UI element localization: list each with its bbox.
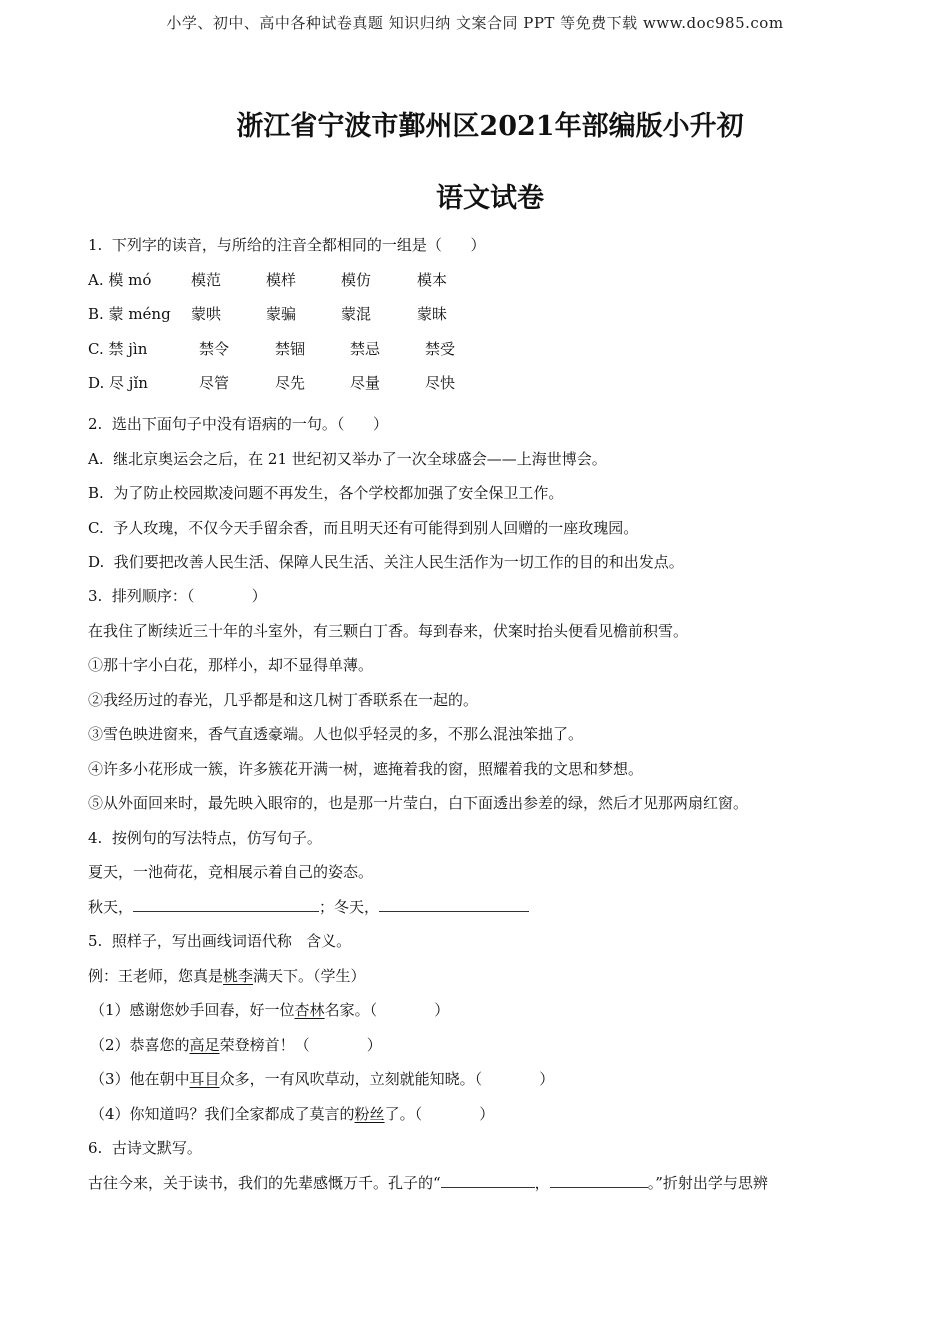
q1-option-a-head: A. 模 mó bbox=[88, 271, 152, 289]
q1-option-d-word: 尽管 bbox=[199, 374, 230, 392]
q1-option-a-word: 模仿 bbox=[341, 271, 372, 289]
document-title: 浙江省宁波市鄞州区2021年部编版小升初 bbox=[236, 111, 744, 142]
q6-line-1-pre: 古往今来，关于读书，我们的先辈感慨万千。孔子的“ bbox=[88, 1174, 441, 1192]
q3-sentence-4: ④许多小花形成一簇，许多簇花开满一树，遮掩着我的窗，照耀着我的文思和梦想。 bbox=[88, 760, 644, 778]
q1-option-d-word: 尽快 bbox=[425, 374, 456, 392]
q5-item-4 bbox=[90, 1104, 494, 1124]
q4-winter-label: ；冬天， bbox=[319, 898, 380, 916]
q6-stem: 6. 古诗文默写。 bbox=[88, 1139, 202, 1157]
q4-answer-line bbox=[88, 897, 529, 917]
q1-option-c-head: C. 禁 jìn bbox=[88, 340, 148, 358]
q4-autumn-label: 秋天， bbox=[88, 898, 134, 916]
q2-stem: 2. 选出下面句子中没有语病的一句。（ ） bbox=[88, 415, 388, 433]
q5-item-3 bbox=[90, 1069, 554, 1089]
q6-blank-2[interactable] bbox=[550, 1173, 648, 1188]
q3-sentence-3: ③雪色映进窗来，香气直透豪端。人也似乎轻灵的多，不那么混浊笨拙了。 bbox=[88, 725, 584, 743]
q4-autumn-blank[interactable] bbox=[133, 897, 319, 912]
q1-option-c-word: 禁令 bbox=[199, 340, 230, 358]
q5-item-2-underlined: 高足 bbox=[189, 1036, 220, 1054]
q3-sentence-1: ①那十字小白花，那样小，却不显得单薄。 bbox=[88, 656, 374, 674]
q6-blank-1[interactable] bbox=[441, 1173, 535, 1188]
q1-option-a-word: 模样 bbox=[266, 271, 297, 289]
q5-item-1-underlined: 杏林 bbox=[294, 1001, 325, 1019]
q5-item-2 bbox=[90, 1035, 382, 1055]
q5-item-1 bbox=[90, 1000, 449, 1020]
q5-example-underlined: 桃李 bbox=[223, 967, 254, 985]
q6-line-1-mid: ， bbox=[534, 1174, 550, 1192]
q1-option-d-word: 尽量 bbox=[350, 374, 381, 392]
q5-item-2-post: 荣登榜首！（ ） bbox=[219, 1036, 382, 1054]
document-subtitle: 语文试卷 bbox=[436, 183, 544, 214]
q5-example-pre: 例：王老师，您真是 bbox=[88, 967, 224, 985]
q5-item-2-pre: （2）恭喜您的 bbox=[90, 1036, 190, 1054]
q5-item-1-pre: （1）感谢您妙手回春，好一位 bbox=[90, 1001, 295, 1019]
q3-intro: 在我住了断续近三十年的斗室外，有三颗白丁香。每到春来，伏案时抬头便看见檐前积雪。 bbox=[88, 622, 689, 640]
q2-option-d: D. 我们要把改善人民生活、保障人民生活、关注人民生活作为一切工作的目的和出发点。 bbox=[88, 553, 684, 571]
q1-option-c-word: 禁锢 bbox=[275, 340, 306, 358]
q4-winter-blank[interactable] bbox=[379, 897, 529, 912]
q1-stem: 1. 下列字的读音，与所给的注音全都相同的一组是（ ） bbox=[88, 236, 486, 254]
q5-example-post: 满天下。（学生） bbox=[253, 967, 366, 985]
q1-option-c-word: 禁受 bbox=[425, 340, 456, 358]
q1-option-d-word: 尽先 bbox=[275, 374, 306, 392]
q5-stem: 5. 照样子，写出画线词语代称 含义。 bbox=[88, 932, 352, 950]
q1-option-b-head: B. 蒙 méng bbox=[88, 305, 171, 323]
q4-example: 夏天，一池荷花，竞相展示着自己的姿态。 bbox=[88, 863, 374, 881]
q1-option-a-word: 模范 bbox=[191, 271, 222, 289]
q3-sentence-2: ②我经历过的春光，几乎都是和这几树丁香联系在一起的。 bbox=[88, 691, 479, 709]
q3-sentence-5: ⑤从外面回来时，最先映入眼帘的，也是那一片莹白，白下面透出参差的绿，然后才见那两扇红窗。 bbox=[88, 794, 749, 812]
q5-item-3-post: 众多，一有风吹草动，立刻就能知晓。（ ） bbox=[219, 1070, 555, 1088]
q1-option-b-word: 蒙混 bbox=[341, 305, 372, 323]
q5-item-3-pre: （3）他在朝中 bbox=[90, 1070, 190, 1088]
q1-option-b-word: 蒙骗 bbox=[266, 305, 297, 323]
q3-stem: 3. 排列顺序：（ ） bbox=[88, 587, 267, 605]
q6-line-1 bbox=[88, 1173, 768, 1193]
q1-option-c-word: 禁忌 bbox=[350, 340, 381, 358]
q2-option-c: C. 予人玫瑰，不仅今天手留余香，而且明天还有可能得到别人回赠的一座玫瑰园。 bbox=[88, 519, 639, 537]
q5-item-4-pre: （4）你知道吗？我们全家都成了莫言的 bbox=[90, 1105, 355, 1123]
q1-option-a-word: 模本 bbox=[417, 271, 448, 289]
q5-item-4-post: 了。（ ） bbox=[384, 1105, 495, 1123]
q5-item-3-underlined: 耳目 bbox=[189, 1070, 220, 1088]
page-header: 小学、初中、高中各种试卷真题 知识归纳 文案合同 PPT 等免费下载 www.doc985.com bbox=[166, 14, 784, 32]
q1-option-b-word: 蒙昧 bbox=[417, 305, 448, 323]
q1-option-d-head: D. 尽 jǐn bbox=[88, 374, 148, 392]
q1-option-b-word: 蒙哄 bbox=[191, 305, 222, 323]
q5-example bbox=[88, 966, 366, 986]
q2-option-b: B. 为了防止校园欺凌问题不再发生，各个学校都加强了安全保卫工作。 bbox=[88, 484, 564, 502]
q2-option-a: A. 继北京奥运会之后，在 21 世纪初又举办了一次全球盛会——上海世博会。 bbox=[88, 450, 607, 468]
q5-item-4-underlined: 粉丝 bbox=[354, 1105, 385, 1123]
q5-item-1-post: 名家。（ ） bbox=[324, 1001, 450, 1019]
q4-stem: 4. 按例句的写法特点，仿写句子。 bbox=[88, 829, 322, 847]
q6-line-1-post: 。”折射出学与思辨 bbox=[647, 1174, 768, 1192]
